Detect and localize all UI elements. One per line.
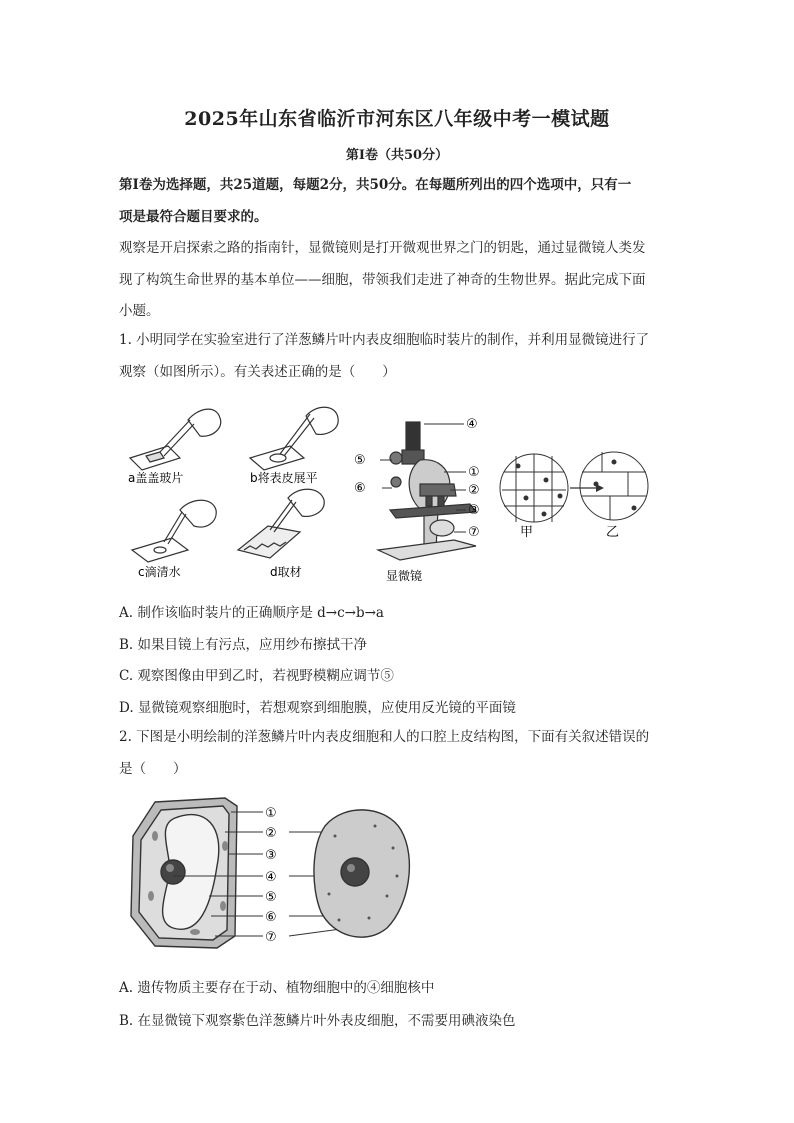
cell-marker-1: ① — [265, 806, 277, 821]
marker-4: ④ — [466, 417, 478, 432]
cell-marker-2: ② — [265, 826, 277, 841]
q2-stem-line-1: 2. 下图是小明绘制的洋葱鳞片叶内表皮细胞和人的口腔上皮结构图，下面有关叙述错误的 — [119, 729, 650, 745]
label-microscope: 显微镜 — [386, 569, 423, 583]
marker-5: ⑤ — [354, 453, 366, 468]
q2-stem-line-2: 是（ ） — [119, 760, 187, 777]
label-a: a盖盖玻片 — [128, 471, 184, 485]
view-yi — [580, 452, 648, 520]
marker-3: ③ — [468, 503, 480, 518]
microscope-drawing — [378, 422, 476, 560]
q1-option-b[interactable]: B. 如果目镜上有污点，应用纱布擦拭干净 — [119, 637, 368, 653]
instructions-line-2: 项是最符合题目要求的。 — [119, 208, 268, 225]
q1-option-a[interactable]: A. 制作该临时装片的正确顺序是 d→c→b→a — [119, 605, 384, 621]
cell-marker-7: ⑦ — [265, 930, 277, 945]
label-d: d取材 — [270, 565, 302, 579]
instructions — [119, 170, 679, 233]
q1-figure — [120, 400, 680, 590]
cell-marker-4: ④ — [265, 870, 277, 885]
page-title: 2025年山东省临沂市河东区八年级中考一模试题 — [184, 108, 610, 130]
q2-option-a[interactable]: A. 遗传物质主要存在于动、植物细胞中的④细胞核中 — [119, 980, 435, 996]
q1-option-c[interactable]: C. 观察图像由甲到乙时，若视野模糊应调节⑤ — [119, 668, 394, 684]
cell-marker-3: ③ — [265, 848, 277, 863]
marker-6: ⑥ — [354, 481, 366, 496]
view-jia — [500, 454, 568, 522]
intro-paragraph — [119, 233, 679, 328]
instructions-line-1: 第Ⅰ卷为选择题，共25道题，每题2分，共50分。在每题所列出的四个选项中，只有一 — [119, 177, 632, 193]
question-1-stem — [119, 325, 679, 388]
cell-marker-6: ⑥ — [265, 910, 277, 925]
figure-a-cover-slip — [130, 409, 221, 470]
q1-stem-line-1: 1. 小明同学在实验室进行了洋葱鳞片叶内表皮细胞临时装片的制作，并利用显微镜进行了 — [119, 332, 650, 348]
cell-marker-5: ⑤ — [265, 890, 277, 905]
intro-line-1: 观察是开启探索之路的指南针，显微镜则是打开微观世界之门的钥匙，通过显微镜人类发 — [119, 240, 646, 256]
section-title: 第Ⅰ卷（共50分） — [345, 148, 449, 163]
marker-7: ⑦ — [468, 525, 480, 540]
label-b: b将表皮展平 — [250, 471, 318, 485]
animal-cell — [314, 810, 409, 937]
label-jia: 甲 — [520, 525, 534, 540]
q1-stem-line-2: 观察（如图所示）。有关表述正确的是（ ） — [119, 363, 396, 380]
plant-cell — [131, 798, 237, 948]
marker-2: ② — [468, 483, 480, 498]
figure-d-material — [238, 489, 324, 558]
label-yi: 乙 — [606, 525, 620, 540]
q2-figure — [125, 796, 425, 954]
question-2-stem — [119, 722, 679, 785]
intro-line-3: 小题。 — [119, 303, 160, 319]
figure-b-spread — [250, 407, 338, 470]
intro-line-2: 现了构筑生命世界的基本单位——细胞，带领我们走进了神奇的生物世界。据此完成下面 — [119, 271, 646, 288]
q2-option-b[interactable]: B. 在显微镜下观察紫色洋葱鳞片叶外表皮细胞，不需要用碘液染色 — [119, 1013, 516, 1029]
marker-1: ① — [468, 465, 480, 480]
figure-c-water — [132, 500, 216, 562]
label-c: c滴清水 — [138, 565, 181, 579]
q1-option-d[interactable]: D. 显微镜观察细胞时，若想观察到细胞膜，应使用反光镜的平面镜 — [119, 700, 516, 716]
